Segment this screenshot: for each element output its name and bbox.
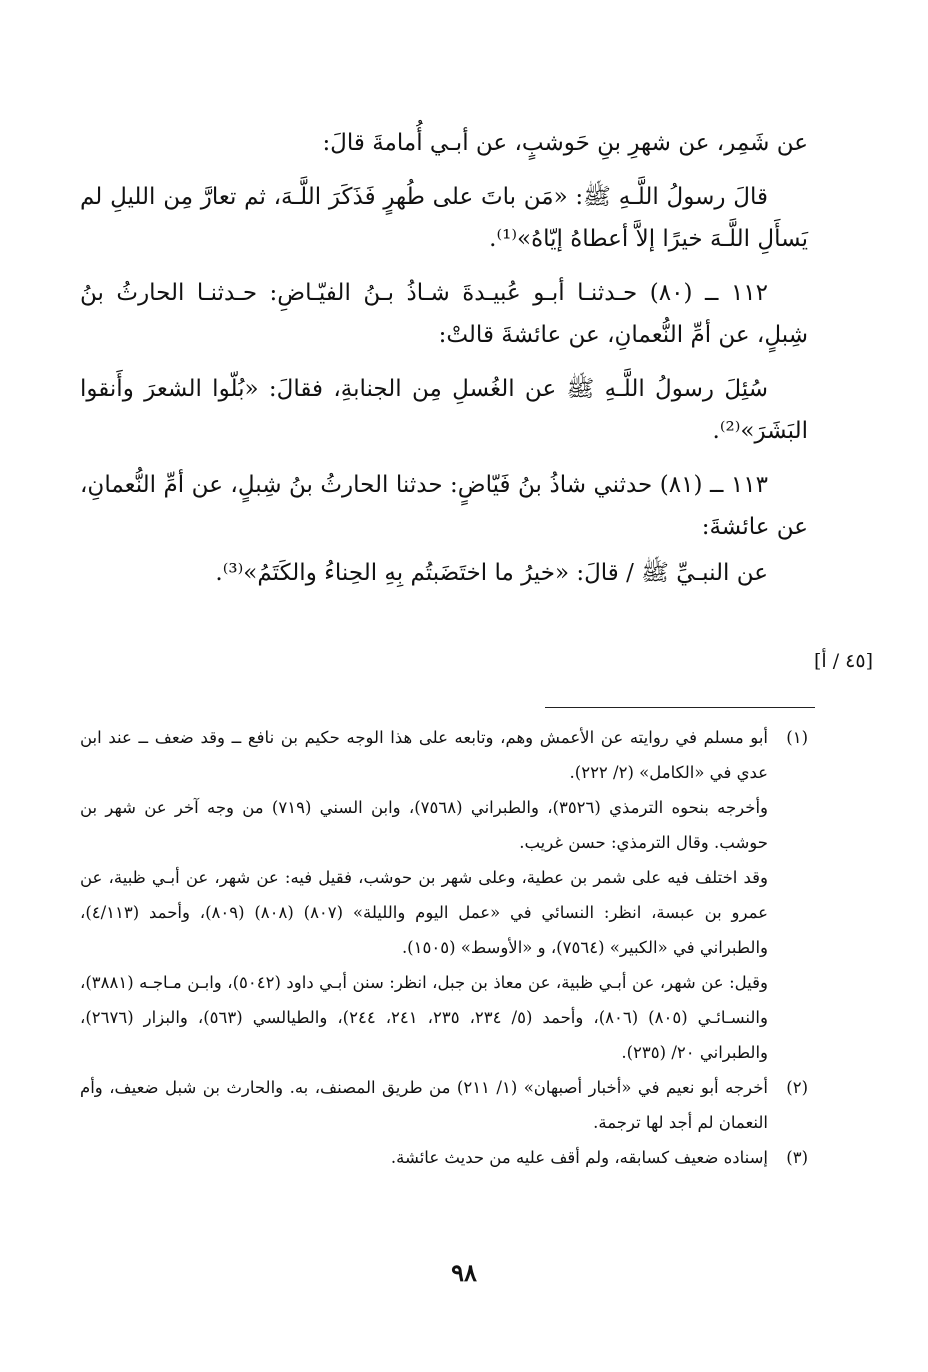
footnote-number: (١) [786, 728, 808, 747]
footnote-divider [545, 707, 815, 708]
isnad-line-1: عن شَمِر، عن شهرِ بنِ حَوشبٍ، عن أبـي أُمامةَ قالَ: [322, 130, 808, 156]
hadith-text-1: قالَ رسولُ اللَّـهِ ﷺ: «مَن باتَ على طُهرٍ فَذَكَرَ اللَّـهَ، ثم تعارَّ مِن الليلِ لم يَسأَلِ اللَّـهَ خيرًا إلاَّ أعطاهُ إيّاهُ»⁽¹⁾. [80, 184, 808, 252]
footnote-1-continuation: وأخرجه بنحوه الترمذي (٣٥٢٦)، والطبراني (٧٥٦٨)، وابن السني (٧١٩) من وجه آخر عن شهر بن حوشب. وقال الترمذي: حسن غريب. [80, 798, 768, 852]
footnote-text: أخرجه أبو نعيم في «أخبار أصبهان» (١/ ٢١١) من طريق المصنف، به. والحارث بن شبل ضعيف، وأم النعمان لم أجد لها ترجمة. [80, 1078, 768, 1132]
hadith-113-text: عن النبـيِّ ﷺ / قالَ: «خيرُ ما اختَضَبتُم بِهِ الحِناءُ والكَتَمُ»⁽³⁾. [215, 560, 768, 586]
manuscript-folio-ref: [٤٥ / أ] [814, 650, 874, 672]
footnote-number: (٣) [786, 1148, 808, 1167]
hadith-113-isnad: ١١٣ ــ (٨١) حدثني شاذُ بنُ فَيّاضٍ: حدثنا الحارثُ بنُ شِبلٍ، عن أمِّ النُّعمانِ، عن عائشةَ: [80, 472, 808, 540]
footnotes [80, 720, 808, 1175]
page-number: ٩٨ [451, 1258, 477, 1287]
footnote-1 [80, 720, 808, 790]
footnote-2 [80, 1070, 808, 1140]
main-text [80, 122, 808, 594]
footnote-1-continuation: وقيل: عن شهر، عن أبـي ظبية، عن معاذ بن جبل، انظر: سنن أبـي داود (٥٠٤٢)، وابـن مـاجـه (٣٨٨١)، والنسـائـي (٨٠٥) (٨٠٦)، وأحمد (٥/ ٢٣٤، ٢٣٥، ٢٤١، ٢٤٤)، والطيالسي (٥٦٣)، والبزار (٢٦٧٦)، والطبراني ٢٠/ (٢٣٥). [80, 973, 768, 1062]
footnote-text: أبو مسلم في روايته عن الأعمش وهم، وتابعه على هذا الوجه حكيم بن نافع ــ وقد ضعف ــ عند ابن عدي في «الكامل» (٢/ ٢٢٢). [80, 728, 768, 782]
footnote-number: (٢) [786, 1078, 808, 1097]
footnote-text: إسناده ضعيف كسابقه، ولم أقف عليه من حديث عائشة. [390, 1148, 768, 1167]
footnote-1-continuation: وقد اختلف فيه على شمر بن عطية، وعلى شهر بن حوشب، فقيل فيه: عن شهر، عن أبـي ظبية، عن عمرو بن عبسة، انظر: النسائي في «عمل اليوم والليلة» (٨٠٧) (٨٠٨) (٨٠٩)، وأحمد (٤/١١٣)، والطبراني في «الكبير» (٧٥٦٤)، و «الأوسط» (١٥٠٥). [80, 868, 768, 957]
footnote-3 [80, 1140, 808, 1175]
hadith-112-isnad: ١١٢ ــ (٨٠) حـدثنـا أبـو عُبيـدةَ شـاذُ بـنُ الفيّـاضِ: حـدثنـا الحارثُ بنُ شِبلٍ، عن أمِّ النُّعمانِ، عن عائشةَ قالتْ: [80, 280, 808, 348]
hadith-112-text: سُئِلَ رسولُ اللَّـهِ ﷺ عن الغُسلِ مِن الجنابةِ، فقالَ: «بُلّوا الشعرَ وأَنقوا البَشَرَ»⁽²⁾. [80, 376, 808, 444]
